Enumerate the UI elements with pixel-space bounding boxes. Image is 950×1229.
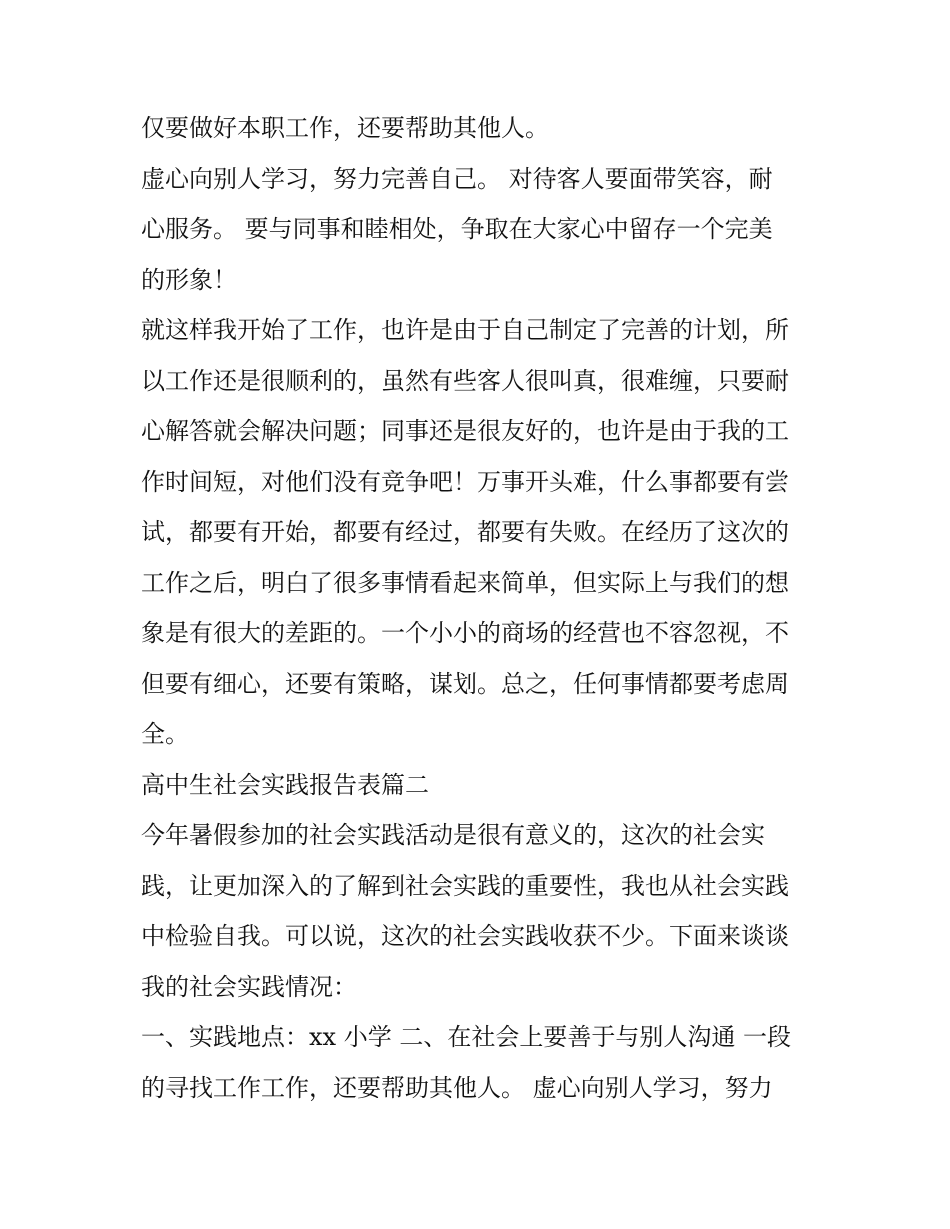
text-line: 虚心向别人学习，努力完善自己。 对待客人要面带笑容，耐 <box>141 164 773 193</box>
text-line: 象是有很大的差距的。一个小小的商场的经营也不容忽视，不 <box>141 619 789 647</box>
text-line: 以工作还是很顺利的，虽然有些客人很叫真，很难缠，只要耐 <box>141 366 789 395</box>
text-line: 作时间短，对他们没有竞争吧！万事开头难，什么事都要有尝 <box>141 467 789 496</box>
text-line: 就这样我开始了工作，也许是由于自己制定了完善的计划，所 <box>141 316 789 344</box>
text-line: 但要有细心，还要有策略，谋划。总之，任何事情都要考虑周 <box>141 669 789 698</box>
text-line: 我的社会实践情况： <box>141 972 357 1001</box>
text-line: 中检验自我。可以说，这次的社会实践收获不少。下面来谈谈 <box>141 922 789 950</box>
text-line: 试，都要有开始，都要有经过，都要有失败。在经历了这次的 <box>141 518 789 546</box>
text-line: 工作之后，明白了很多事情看起来简单，但实际上与我们的想 <box>141 568 789 597</box>
text-line: 全。 <box>141 720 189 748</box>
text-line: 的寻找工作工作，还要帮助其他人。 虚心向别人学习，努力 <box>141 1073 773 1102</box>
text-line: 仅要做好本职工作，还要帮助其他人。 <box>141 114 549 142</box>
text-line: 的形象！ <box>141 265 237 294</box>
text-line: 心解答就会解决问题；同事还是很友好的，也许是由于我的工 <box>141 417 789 445</box>
document-body <box>141 103 821 1113</box>
text-line: 心服务。 要与同事和睦相处，争取在大家心中留存一个完美 <box>141 215 773 243</box>
text-line: 一、实践地点：xx 小学 二、在社会上要善于与别人沟通 一段 <box>141 1023 791 1051</box>
text-line: 践，让更加深入的了解到社会实践的重要性，我也从社会实践 <box>141 871 789 900</box>
section-heading: 高中生社会实践报告表篇二 <box>141 770 429 799</box>
text-line: 今年暑假参加的社会实践活动是很有意义的，这次的社会实 <box>141 821 765 849</box>
